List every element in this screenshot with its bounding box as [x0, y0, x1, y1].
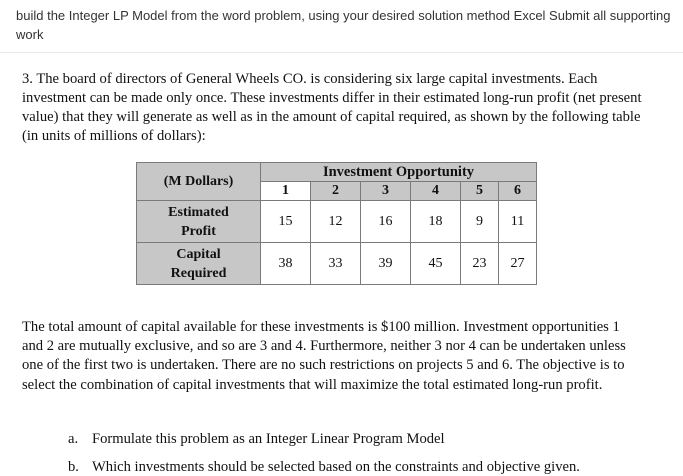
- table-cell: 11: [499, 201, 537, 243]
- question-b: [68, 458, 648, 476]
- table-cell: 39: [361, 243, 411, 285]
- row-header-line: Profit: [181, 223, 216, 239]
- question-text: Formulate this problem as an Integer Linear Program Model: [92, 431, 445, 447]
- table-cell: 45: [411, 243, 461, 285]
- column-header: 5: [461, 182, 499, 201]
- row-header: [137, 201, 261, 243]
- table-group-header: Investment Opportunity: [261, 163, 537, 182]
- row-header-line: Estimated: [168, 204, 229, 220]
- column-header: 3: [361, 182, 411, 201]
- question-header: build the Integer LP Model from the word problem, using your desired solution method Excel Submit all supporting work: [16, 8, 671, 42]
- problem-intro: 3. The board of directors of General Wheels CO. is considering six large capital investments. Each investment can be made only once. These investments differ in their estimated long-run profit (net present value) that they will generate as well as in the amount of capital required, as shown by the following table (in units of millions of dollars):: [22, 71, 642, 144]
- table-cell: 18: [411, 201, 461, 243]
- table-cell: 16: [361, 201, 411, 243]
- row-header-line: Capital: [176, 246, 221, 262]
- investment-table: [136, 162, 537, 285]
- table-cell: 33: [311, 243, 361, 285]
- problem-paragraph: The total amount of capital available for these investments is $100 million. Investment opportunities 1 and 2 are mutually exclusive, and so are 3 and 4. Furthermore, neither 3 nor 4 can be undertaken unless one of the first two is undertaken. There are no such restrictions on projects 5 and 6. The objective is to select the combination of capital investments that will maximize the total estimated long-run profit.: [22, 319, 626, 393]
- question-label: a.: [68, 431, 79, 447]
- question-a: [68, 430, 648, 449]
- question-label: b.: [68, 459, 79, 475]
- table-corner-label: (M Dollars): [137, 163, 261, 201]
- question-text: Which investments should be selected based on the constraints and objective given.: [92, 459, 580, 475]
- column-header: 6: [499, 182, 537, 201]
- column-header: 1: [261, 182, 311, 201]
- table-cell: 27: [499, 243, 537, 285]
- row-header-line: Required: [170, 265, 227, 281]
- column-header: 2: [311, 182, 361, 201]
- table-cell: 12: [311, 201, 361, 243]
- table-cell: 23: [461, 243, 499, 285]
- table-cell: 38: [261, 243, 311, 285]
- table-cell: 9: [461, 201, 499, 243]
- column-header: 4: [411, 182, 461, 201]
- table-cell: 15: [261, 201, 311, 243]
- header-divider: [0, 52, 683, 53]
- row-header: [137, 243, 261, 285]
